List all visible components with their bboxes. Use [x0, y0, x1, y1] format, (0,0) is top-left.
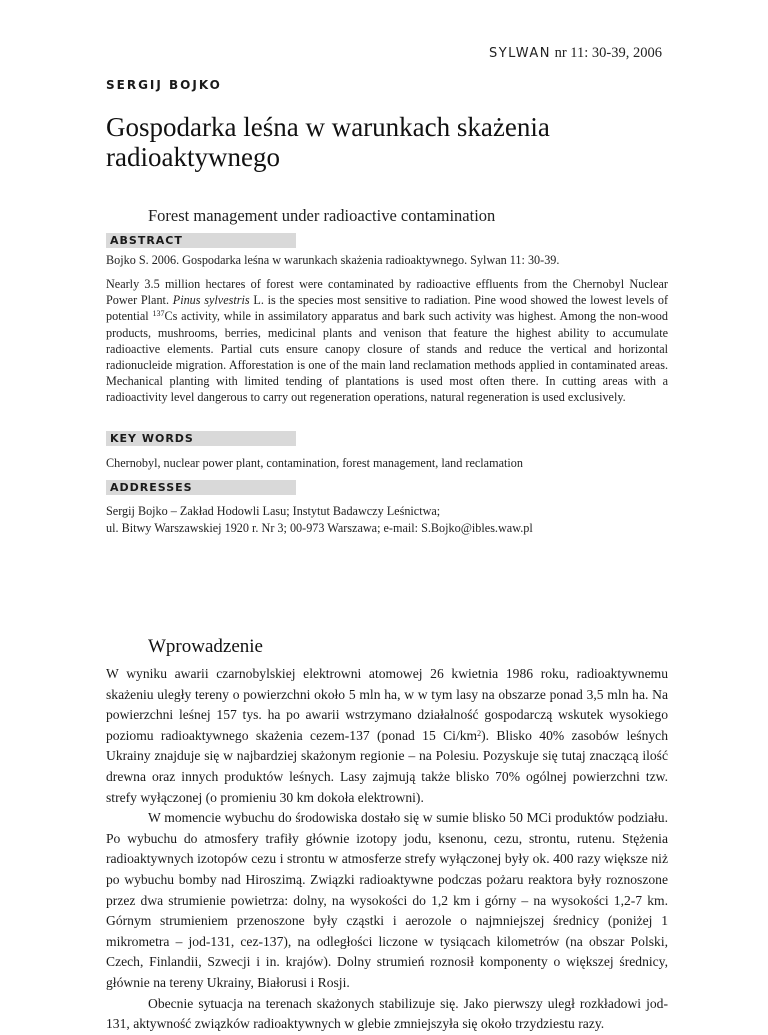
abstract-heading-bar — [106, 233, 296, 248]
keywords-text: Chernobyl, nuclear power plant, contamination, forest management, land reclamation — [106, 456, 523, 470]
keywords-heading: KEY WORDS — [110, 432, 194, 445]
abstract-text-start: Nearly 3.5 million hectares of forest were contaminated by radioactive effluents from the Chernobyl Nuclear Power Plant. — [106, 277, 668, 308]
abstract-text-species-tail: L. is the species most sensitive to radiation. Pine wood showed the lowest levels of potential — [106, 293, 668, 324]
keywords-heading-bar — [106, 431, 296, 446]
abstract-heading: ABSTRACT — [110, 234, 183, 247]
section-heading: Wprowadzenie — [148, 636, 263, 657]
paragraph-2: W momencie wybuchu do środowiska dostało się w sumie blisko 50 MCi produktów podziału. Po wybuchu do atmosfery trafiły głównie izotopy jodu, ksenonu, cezu, strontu, rutenu. Stężenia radioaktywnych izotopów cezu i strontu w atmosferze strefy wyłączonej były ok. 400 razy większe niż po wybuchu bomby nad Hiroszimą. Związki radioaktywne podczas pożaru reaktora były roznoszone przez dwa strumienie powietrza: dolny, na wysokości do 1,2 km i górny – na wysokości 1,2-7 km. Górnym strumieniem przenoszone były cząstki i aerozole o najmniejszej średnicy (poniżej 1 mikrometra – jod-131, cez-137), na odległości liczone w tysiącach kilometrów (na obszar Polski, Czech, Finlandii, Szwecji i in. krajów). Dolny strumień roznosił komponenty o większej średnicy, głównie na tereny Ukrainy, Białorusi i Rosji. — [106, 810, 668, 990]
author-name: SERGIJ BOJKO — [106, 78, 222, 92]
abstract-citation: Bojko S. 2006. Gospodarka leśna w warunkach skażenia radioaktywnego. Sylwan 11: 30-39. — [106, 253, 560, 267]
abstract-text — [106, 276, 668, 406]
journal-name: SYLWAN — [488, 46, 551, 61]
abstract-text-end: Cs activity, while in assimilatory apparatus and bark such activity was highest. Among the non-wood products, mushrooms, berries, medicinal plants and venison that feature the highest ability to accumulate radioactive elements. Partial cuts ensure canopy closure of stands and reduce the vertical and horizontal radionucleide migration. Afforestation is one of the main land reclamation methods applied in contaminated areas. Mechanical planting with limited tending of plantations is used most often there. In cutting areas with a radioactivity level dangerous to carry out regeneration operations, natural regeneration is used exclusively. — [106, 309, 668, 405]
paragraph-1-start: W wyniku awarii czarnobylskiej elektrowni atomowej 26 kwietnia 1986 roku, radioaktywnemu skażeniu uległy tereny o powierzchni około 5 mln ha, w w tym lasy na obszarze ponad 3,5 mln ha. Na powierzchni leśnej 157 tys. ha po awarii wstrzymano działalność gospodarczą wskutek wysokiego poziomu radioaktywnego skażenia cezem-137 (ponad 15 Ci/km — [106, 666, 668, 743]
address-line-2: ul. Bitwy Warszawskiej 1920 r. Nr 3; 00-973 Warszawa; e-mail: S.Bojko@ibles.waw.pl — [106, 521, 533, 535]
addresses-heading-bar — [106, 480, 296, 495]
body-text — [106, 664, 668, 1035]
superscript-2: 2 — [477, 728, 482, 738]
address-line-1: Sergij Bojko – Zakład Hodowli Lasu; Instytut Badawczy Leśnictwa; — [106, 504, 441, 518]
journal-reference — [489, 45, 662, 62]
english-title: Forest management under radioactive contamination — [148, 206, 496, 225]
article-title: Gospodarka leśna w warunkach skażenia radioaktywnego — [106, 112, 550, 172]
species-name: Pinus sylvestris — [172, 293, 250, 308]
journal-issue: nr 11: 30-39, 2006 — [554, 45, 662, 61]
paragraph-3: Obecnie sytuacja na terenach skażonych stabilizuje się. Jako pierwszy uległ rozkładowi jod-131, aktywność związków radioaktywnych w glebie zmniejszyła się około trzydziestu razy. — [106, 995, 668, 1032]
paragraph-1 — [106, 664, 668, 808]
isotope-mass: 137 — [152, 309, 165, 319]
paragraph-1-end: ). Blisko 40% zasobów leśnych Ukrainy znajduje się w najbardziej skażonym regionie – na Polesiu. Pozyskuje się tutaj znaczącą ilość drewna oraz innych produktów leśnych. Lasy zajmują także blisko 70% ogólnej powierzchni tzw. strefy wyłączonej (o promieniu 30 km dokoła elektrowni). — [106, 727, 669, 805]
addresses-heading: ADDRESSES — [110, 481, 193, 494]
